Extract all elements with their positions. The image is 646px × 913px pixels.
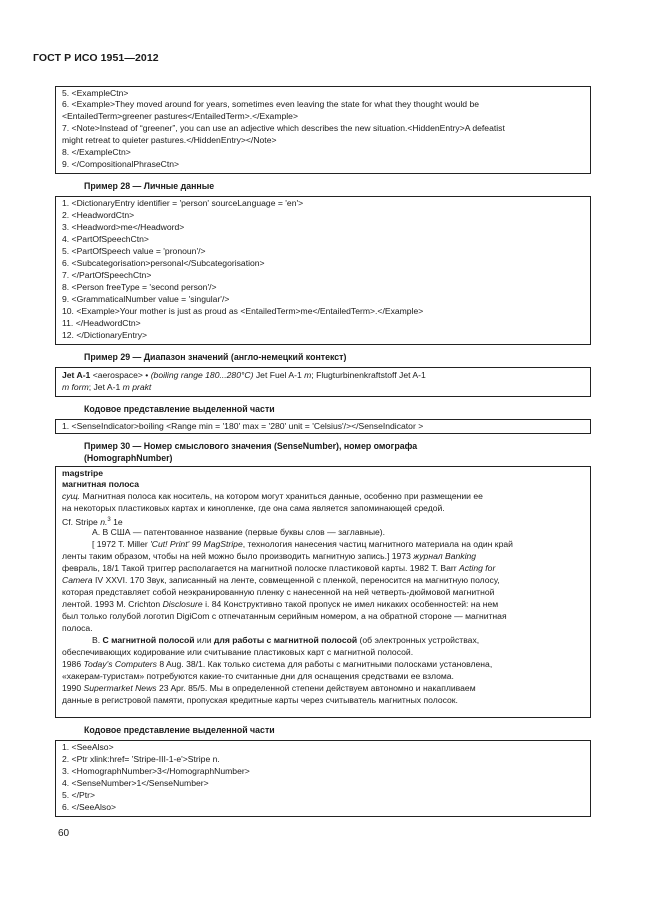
code-29-caption: Кодовое представление выделенной части	[84, 404, 275, 414]
definition-line	[62, 491, 584, 502]
text-run: 23 Apr. 85/5. Мы в определенной степени действуем автономно и накапливаем	[156, 683, 476, 693]
example-28-caption: Пример 28 — Личные данные	[84, 181, 215, 191]
text-run: Supermarket News	[83, 683, 157, 693]
headword	[62, 468, 584, 479]
code-line: 4. <PartOfSpeechCtn>	[62, 234, 149, 244]
translation	[62, 479, 584, 490]
code-line: 1. <SenseIndicator>boiling <Range min = '180' max = '280' unit = 'Celsius'/></SenseIndicator >	[62, 421, 424, 431]
code-line: 12. </DictionaryEntry>	[62, 330, 148, 340]
translation-text: магнитная полоса	[62, 479, 140, 489]
text-run: или	[194, 635, 214, 645]
code-line: 3. <HomographNumber>3</HomographNumber>	[62, 766, 250, 776]
code-box-30	[55, 740, 591, 817]
code-line: 8. <Person freeType = 'second person'/>	[62, 282, 217, 292]
text-run: С магнитной полосой	[102, 635, 195, 645]
example-30-box	[55, 466, 591, 718]
text-run: 8 Aug. 38/1. Как только система для работы с магнитными полосками установлена,	[156, 659, 493, 669]
headword-text: magstripe	[62, 468, 104, 478]
text-run: i. 84 Конструктивно такой пропуск не имел никаких особенностей: на нем	[202, 599, 499, 609]
text-run: 'Cut! Print' 99 MagStripe	[150, 539, 243, 549]
quotation-line	[62, 683, 584, 694]
text-run: лентой. 1993 M. Crichton	[62, 599, 163, 609]
code-30-caption: Кодовое представление выделенной части	[84, 725, 275, 735]
code-line: 2. <Ptr xlink:href= 'Stripe-III-1-e'>Stripe n.	[62, 754, 220, 764]
text-run: журнал Banking	[413, 551, 477, 561]
text-run: (boiling range 180...280°C)	[150, 370, 254, 380]
sense-a: A. В США — патентованное название (первые буквы слов — заглавные).	[92, 527, 386, 537]
text-run: m prakt	[122, 382, 152, 392]
code-line: 5. <PartOfSpeech value = 'pronoun'/>	[62, 246, 206, 256]
quotation-line	[62, 599, 584, 610]
text-run: (об электронных устройствах,	[357, 635, 480, 645]
text-run: Today's Computers	[83, 659, 157, 669]
headword: Jet A-1	[62, 370, 91, 380]
text-run: ; Flugturbinenkraftstoff Jet A-1	[311, 370, 426, 380]
sense-b	[92, 635, 584, 646]
quotation-line: был только голубой логотип DigiCom с отпечатанным серийным номером, а на обратной стороне — магнитная	[62, 611, 507, 621]
code-line: might retreat to quieter pastures.</HiddenEntry></Note>	[62, 135, 277, 145]
code-line: 9. <GrammaticalNumber value = 'singular'/>	[62, 294, 230, 304]
code-line: 5. <ExampleCtn>	[62, 88, 129, 98]
code-line: 2. <HeadwordCtn>	[62, 210, 135, 220]
quotation-line: «хакерам-туристам» потребуются какие-то считанные дни для оснащения средствами ее взлома.	[62, 671, 454, 681]
text-run: Магнитная полоса как носитель, на котором могут храниться данные, особенно при размещении ее	[80, 491, 483, 501]
text-run: IV XXVI. 170 Звук, записанный на ленте, совмещенной с пленкой, переносится на магнитную полосу,	[92, 575, 500, 585]
text-run: B.	[92, 635, 103, 645]
code-line: 8. </ExampleCtn>	[62, 147, 131, 157]
code-line: 6. <Example>They moved around for years, sometimes even leaving the state for what they thought would be	[62, 99, 480, 109]
code-line: 5. </Ptr>	[62, 790, 95, 800]
text-run: n.	[100, 516, 108, 527]
quotation-line	[62, 563, 584, 574]
page-number: 60	[58, 828, 70, 839]
text-run: сущ.	[62, 491, 81, 501]
text-run: <aerospace> •	[90, 370, 151, 380]
text-run: ленты таким образом, чтобы на ней можно было производить магнитную запись.] 1973	[62, 551, 414, 561]
code-box-29	[55, 419, 591, 434]
definition-line: на некоторых пластиковых картах и кинопленке, где она сама является запоминающей средой.	[62, 503, 445, 513]
cross-reference	[62, 515, 584, 528]
text-run: февраль, 18/1 Такой триггер располагается на магнитной полоске пластиковой карты. 1982 T. Barr	[62, 563, 459, 573]
text-run: m form	[62, 382, 89, 392]
text-run: Camera	[62, 575, 93, 585]
text-run: 1990	[62, 683, 84, 693]
text-run: , технология нанесения частиц магнитного материала на один край	[242, 539, 513, 549]
entry-line	[62, 382, 584, 393]
code-line: 10. <Example>Your mother is just as proud as <EntailedTerm>me</EntailedTerm>.</Example>	[62, 306, 424, 316]
text-run: Disclosure	[162, 599, 203, 609]
entry-line	[62, 370, 584, 381]
quotation-line	[62, 575, 584, 586]
document-header: ГОСТ Р ИСО 1951—2012	[33, 52, 159, 64]
quotation-line	[62, 659, 584, 670]
text-run: Cf. Stripe	[62, 516, 101, 527]
code-line: 6. <Subcategorisation>personal</Subcategorisation>	[62, 258, 265, 268]
text-run: 1e	[110, 516, 123, 527]
text-run: для работы с магнитной полосой	[213, 635, 358, 645]
text-run: 1986	[62, 659, 84, 669]
text-run: m	[304, 370, 312, 380]
code-line: 6. </SeeAlso>	[62, 802, 116, 812]
example-29-caption: Пример 29 — Диапазон значений (англо-немецкий контекст)	[84, 352, 347, 362]
code-box-continuation	[55, 86, 591, 174]
code-line: 3. <Headword>me</Headword>	[62, 222, 185, 232]
quotation-line: данные в регистровой памяти, пропуская кредитные карты через считыватель магнитных полосок.	[62, 695, 458, 705]
text-run: [ 1972 T. Miller	[92, 539, 151, 549]
quotation-line	[62, 551, 584, 562]
text-run: 3	[107, 517, 111, 523]
code-line: 7. <Note>Instead of “greener”, you can use an adjective which describes the new situation.<HiddenEntry>A defeatist	[62, 123, 505, 133]
quotation-line: полоса.	[62, 623, 93, 633]
code-line: 4. <SenseNumber>1</SenseNumber>	[62, 778, 209, 788]
code-line: 9. </CompositionalPhraseCtn>	[62, 159, 180, 169]
text-run: Acting for	[459, 563, 496, 573]
example-30-caption: Пример 30 — Номер смыслового значения (SenseNumber), номер омографа	[84, 441, 418, 451]
code-box-example-28	[55, 196, 591, 345]
example-29-box	[55, 367, 591, 397]
text-run: ; Jet A-1	[88, 382, 123, 392]
code-line: 1. <SeeAlso>	[62, 742, 114, 752]
code-line: 7. </PartOfSpeechCtn>	[62, 270, 152, 280]
code-line: <EntailedTerm>greener pastures</EntailedTerm>.</Example>	[62, 111, 298, 121]
example-30-caption-cont: (HomographNumber)	[84, 453, 173, 463]
quotation-line: которая представляет собой неэкранированную пленку с нанесенной на ней четверть-дюймовой магнитной	[62, 587, 495, 597]
quotation-line	[92, 539, 584, 550]
code-line: 1. <DictionaryEntry identifier = 'person' sourceLanguage = 'en'>	[62, 198, 304, 208]
sense-b-line: обеспечивающих кодирование или считывание пластиковых карт с магнитной полосой.	[62, 647, 414, 657]
text-run: Jet Fuel A-1	[253, 370, 305, 380]
code-line: 11. </HeadwordCtn>	[62, 318, 141, 328]
